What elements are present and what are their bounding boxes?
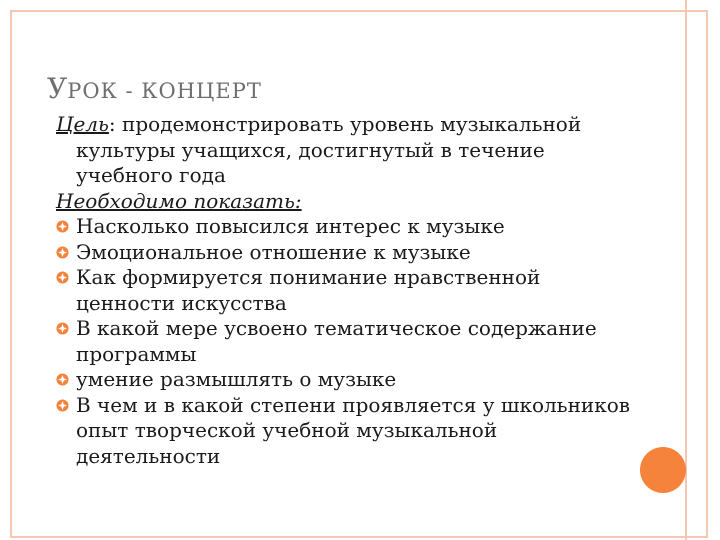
bullet-list (56, 214, 686, 469)
goal-line (56, 112, 686, 138)
goal-label: Цель (56, 112, 109, 136)
bullet-item (56, 316, 686, 367)
bullet-text: Как формируется понимание нравственной (76, 265, 541, 289)
diamond-bullet-icon (56, 399, 69, 412)
need-line (56, 189, 686, 215)
bullet-text: программы (76, 341, 197, 366)
bullet-text: Насколько повысился интерес к музыке (76, 214, 505, 238)
bullet-item (56, 265, 686, 316)
slide-body (56, 112, 686, 469)
need-label: Необходимо показать: (56, 188, 302, 213)
bullet-text: опыт творческой учебной музыкальной (76, 418, 498, 442)
bullet-text: ценности искусства (76, 290, 287, 315)
bullet-item (56, 214, 686, 240)
diamond-bullet-icon (56, 220, 69, 233)
goal-colon: : (108, 112, 116, 136)
bullet-text: Эмоциональное отношение к музыке (76, 239, 471, 264)
goal-text-3: учебного года (76, 163, 226, 187)
bullet-text: В чем и в какой степени проявляется у школьников (76, 392, 631, 417)
slide-title-initial: У (47, 72, 68, 105)
bullet-item (56, 240, 686, 266)
slide-title-rest: РОК - КОНЦЕРТ (67, 79, 262, 103)
goal-text-2: культуры учащихся, достигнутый в течение (76, 137, 545, 162)
bullet-text: В какой мере усвоено тематическое содержание (76, 316, 597, 340)
diamond-bullet-icon (56, 271, 69, 284)
bullet-item (56, 393, 686, 470)
goal-text-1: продемонстрировать уровень музыкальной (115, 112, 582, 136)
diamond-bullet-icon (56, 246, 69, 259)
diamond-bullet-icon (56, 373, 69, 386)
accent-circle (640, 447, 686, 493)
bullet-item (56, 367, 686, 393)
bullet-text: умение размышлять о музыке (76, 367, 397, 391)
diamond-bullet-icon (56, 322, 69, 335)
bullet-text: деятельности (76, 443, 221, 468)
slide-title (47, 72, 262, 105)
